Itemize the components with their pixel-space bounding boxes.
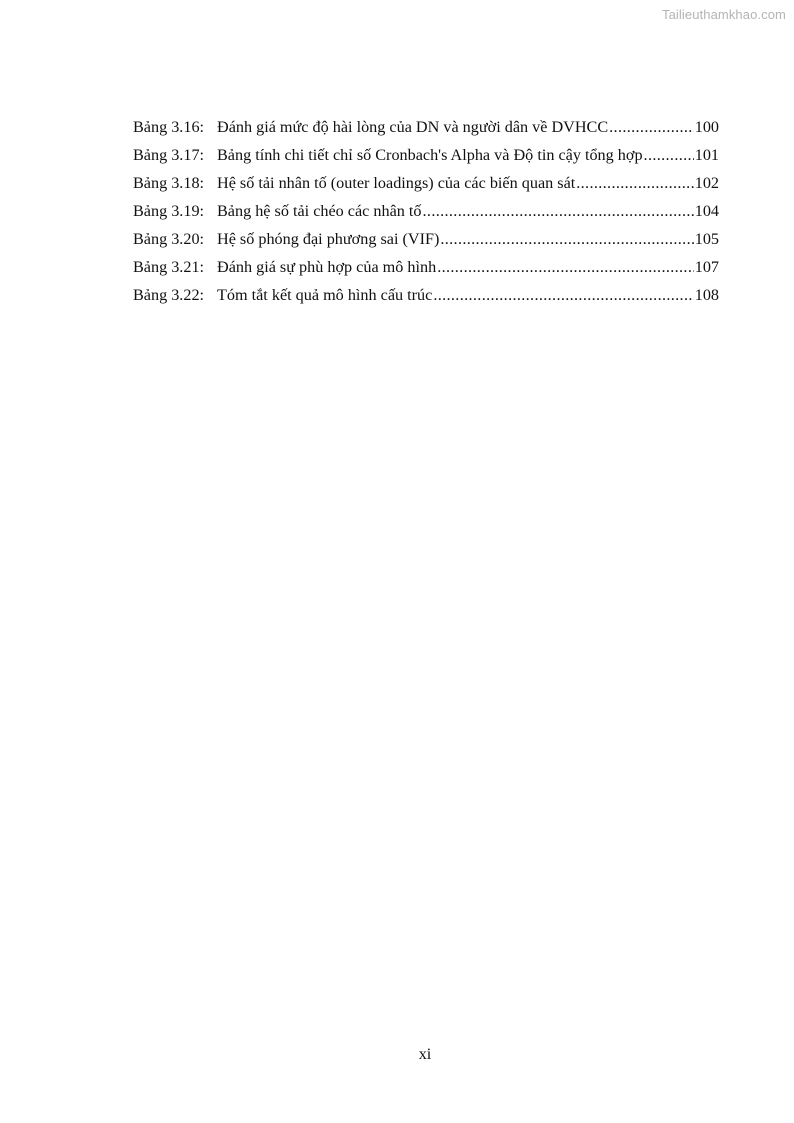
toc-entry-page: 107 [694,258,719,276]
watermark-text: Tailieuthamkhao.com [661,7,786,22]
toc-entry-title: Bảng tính chi tiết chỉ số Cronbach's Alpha và Độ tin cậy tổng hợp [217,146,643,164]
dot-leader [423,197,694,225]
toc-entry[interactable] [133,225,719,253]
toc-entry-page: 100 [694,118,719,136]
toc-entry-page: 105 [694,230,719,248]
toc-entry-label: Bảng 3.22: [133,286,205,304]
toc-entry-page: 108 [694,286,719,304]
dot-leader [576,169,693,197]
toc-entry-label: Bảng 3.17: [133,146,205,164]
toc-entry[interactable] [133,197,719,225]
toc-entry-label: Bảng 3.18: [133,174,205,192]
toc-entry[interactable] [133,253,719,281]
toc-entry-page: 104 [694,202,719,220]
toc-entry-label: Bảng 3.16: [133,118,205,136]
page-number: xi [418,1045,432,1063]
toc-entry-title: Đánh giá sự phù hợp của mô hình [217,258,437,276]
toc-entry-title: Hệ số phóng đại phương sai (VIF) [217,230,440,248]
toc-entry-label: Bảng 3.20: [133,230,205,248]
toc-entry[interactable] [133,281,719,309]
toc-entry-title: Tóm tắt kết quả mô hình cấu trúc [217,286,433,304]
dot-leader [609,113,694,141]
table-of-tables [133,113,719,309]
toc-entry-title: Hệ số tải nhân tố (outer loadings) của các biến quan sát [217,174,576,192]
toc-entry[interactable] [133,113,719,141]
toc-entry-page: 101 [694,146,719,164]
toc-entry-title: Bảng hệ số tải chéo các nhân tố [217,202,422,220]
toc-entry-label: Bảng 3.19: [133,202,205,220]
toc-entry-label: Bảng 3.21: [133,258,205,276]
toc-entry[interactable] [133,169,719,197]
toc-entry[interactable] [133,141,719,169]
toc-entry-page: 102 [694,174,719,192]
dot-leader [433,281,693,309]
dot-leader [440,225,693,253]
dot-leader [644,141,694,169]
toc-entry-title: Đánh giá mức độ hài lòng của DN và người dân về DVHCC [217,118,609,136]
dot-leader [437,253,694,281]
